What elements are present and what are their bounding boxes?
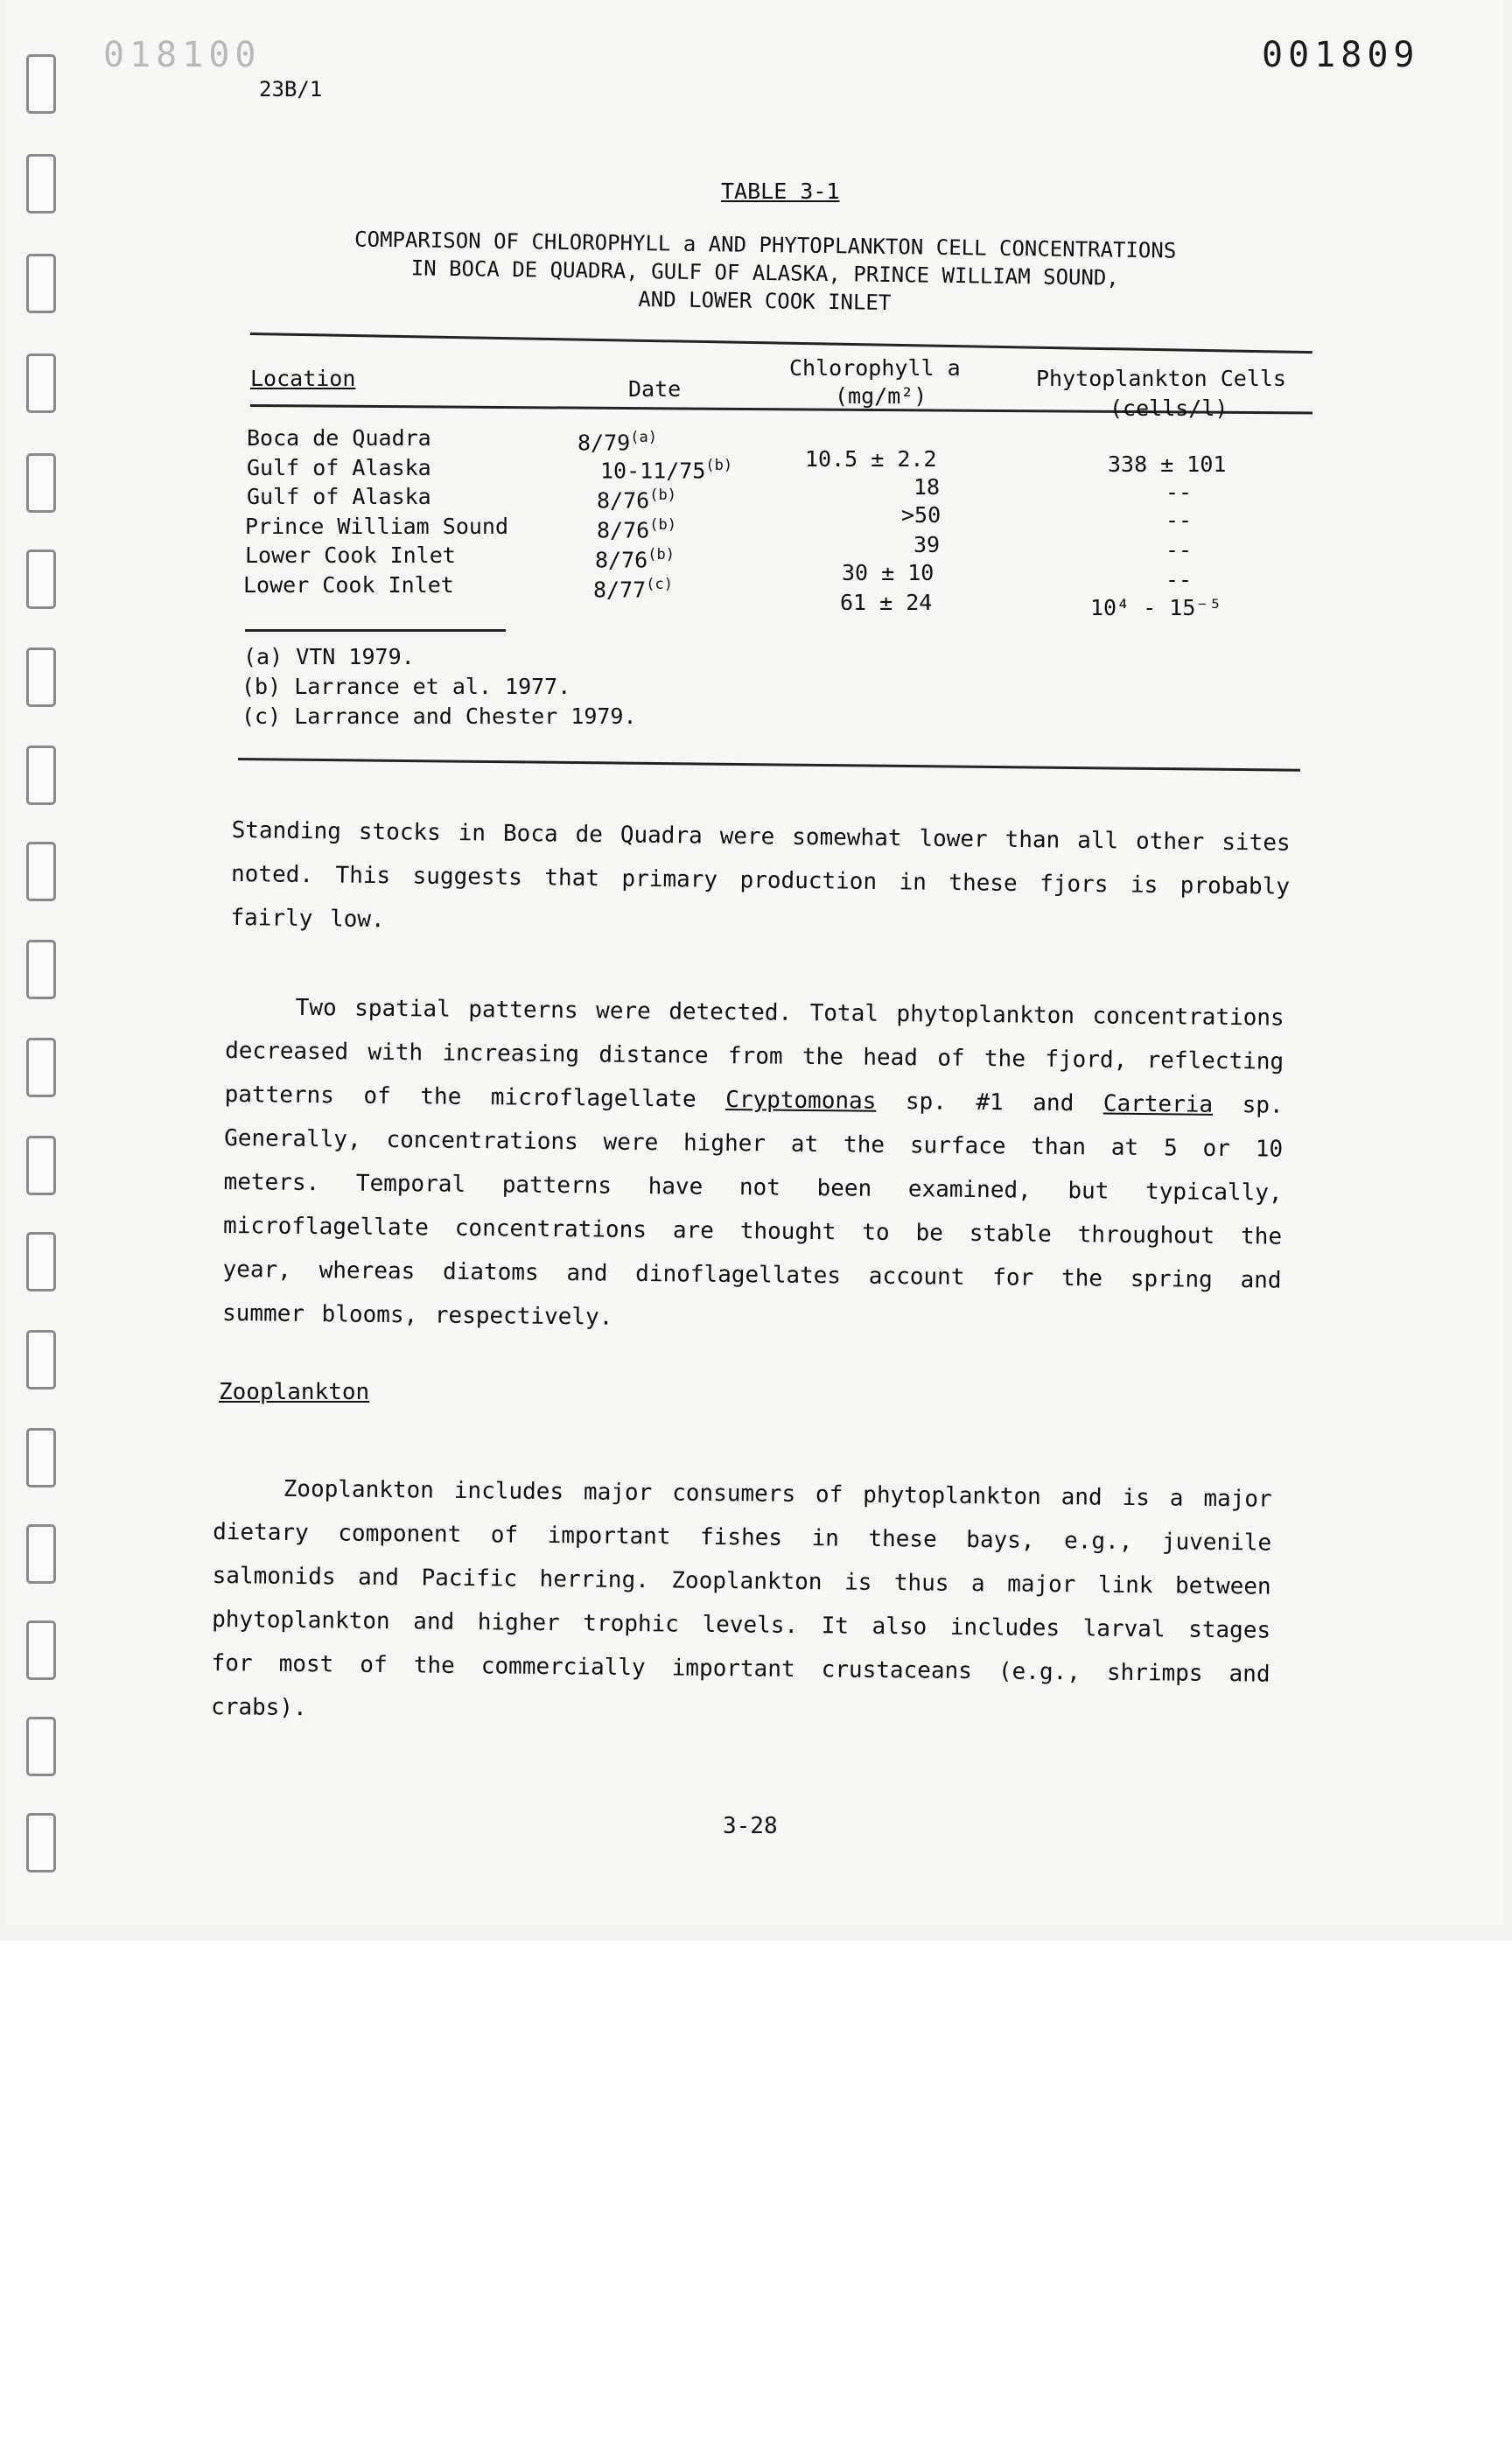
cell-location: Prince William Sound (245, 514, 509, 539)
binder-hole (26, 453, 56, 513)
binder-hole (26, 648, 56, 707)
cell-chlorophyll: 39 (914, 532, 941, 557)
page-stamp-number: 001809 (1262, 35, 1420, 75)
cell-chlorophyll: >50 (901, 502, 942, 528)
document-id: 23B/1 (259, 77, 323, 102)
section-heading: Zooplankton (219, 1379, 370, 1405)
binder-hole (26, 1330, 56, 1390)
cell-chlorophyll: 18 (914, 474, 941, 500)
cell-location: Gulf of Alaska (247, 455, 431, 480)
binder-hole (26, 1813, 56, 1872)
binder-hole (26, 842, 56, 901)
binder-hole (26, 1524, 56, 1584)
bleed-through-stamp: 018100 (103, 35, 262, 75)
binder-hole (26, 254, 56, 313)
binder-hole (26, 1136, 56, 1195)
cell-location: Lower Cook Inlet (245, 542, 456, 568)
footnote: (a) VTN 1979. (243, 644, 415, 669)
header-chlorophyll: Chlorophyll a (789, 355, 961, 381)
binder-hole (26, 1232, 56, 1292)
cell-date: 10-11/75$^{(b)}$ (600, 457, 733, 484)
cell-chlorophyll: 10.5 ± 2.2 (805, 446, 937, 472)
header-cells-unit: (cells/l) (1110, 396, 1228, 421)
header-cells: Phytoplankton Cells (1036, 366, 1286, 391)
binder-hole (26, 746, 56, 805)
cell-phytoplankton: 10⁴ - 15⁻⁵ (1090, 595, 1222, 620)
body-paragraph: Standing stocks in Boca de Quadra were somewhat lower than all other sites noted. This suggests that primary production in these fjors is probably fairly low. (230, 816, 1291, 934)
cell-chlorophyll: 61 ± 24 (840, 590, 933, 615)
cell-phytoplankton: -- (1166, 537, 1193, 563)
cell-date: 8/76$^{(b)}$ (595, 546, 675, 573)
body-paragraph: Zooplankton includes major consumers of phytoplankton and is a major dietary component of important fishes in these bays, e.g., juvenile salmonids and Pacific herring. Zooplankton is thus a major link between phytoplankton and higher trophic levels. It also includes larval stages for most of the commercially important crustaceans (e.g., shrimps and crabs). (210, 1475, 1272, 1722)
cell-phytoplankton: 338 ± 101 (1108, 452, 1227, 477)
cell-phytoplankton: -- (1166, 480, 1193, 505)
cell-phytoplankton: -- (1166, 508, 1193, 533)
footnote: (b) Larrance et al. 1977. (242, 674, 571, 699)
binder-hole (26, 54, 56, 114)
binder-hole (26, 1717, 56, 1776)
binder-hole (26, 354, 56, 413)
binder-hole (26, 550, 56, 609)
cell-location: Boca de Quadra (247, 425, 431, 451)
table-caption (262, 224, 1269, 322)
table-title: TABLE 3-1 (721, 178, 840, 204)
footnote-rule (245, 629, 506, 632)
binder-hole (26, 1038, 56, 1097)
header-date: Date (628, 376, 682, 402)
cell-date: 8/77$^{(c)}$ (593, 576, 673, 603)
cell-location: Lower Cook Inlet (243, 572, 454, 598)
binder-hole (26, 940, 56, 999)
cell-location: Gulf of Alaska (247, 484, 431, 509)
page-number: 3-28 (723, 1813, 778, 1839)
body-paragraph: Two spatial patterns were detected. Total phytoplankton concentrations decreased with increasing distance from the head of the fjord, reflecting patterns of the microflagellate Cryptomonas sp. #1 and Carteria sp. Generally, concentrations were higher at the surface than at 5 or 10 meters. Temporal patterns have not been examined, but typically, microflagellate concentrations are thought to be stable throughout the year, whereas diatoms and dinoflagellates account for the spring and summer blooms, respectively. (221, 994, 1284, 1331)
caption-line: AND LOWER COOK INLET (638, 287, 892, 316)
header-chlorophyll-unit: (mg/m²) (835, 383, 928, 409)
genus-name: Cryptomonas (725, 1086, 877, 1115)
binder-hole (26, 154, 56, 214)
header-location: Location (250, 366, 356, 391)
cell-phytoplankton: -- (1166, 567, 1193, 592)
cell-date: 8/79$^{(a)}$ (578, 429, 657, 456)
cell-date: 8/76$^{(b)}$ (597, 516, 676, 543)
cell-chlorophyll: 30 ± 10 (842, 560, 934, 585)
binder-hole (26, 1428, 56, 1488)
cell-date: 8/76$^{(b)}$ (597, 486, 676, 514)
genus-name: Carteria (1102, 1090, 1214, 1118)
binder-hole (26, 1620, 56, 1680)
caption-line: COMPARISON OF CHLOROPHYLL a AND PHYTOPLANKTON CELL CONCENTRATIONS (354, 227, 1177, 263)
caption-line: IN BOCA DE QUADRA, GULF OF ALASKA, PRINCE WILLIAM SOUND, (410, 256, 1120, 290)
footnote: (c) Larrance and Chester 1979. (242, 704, 637, 729)
